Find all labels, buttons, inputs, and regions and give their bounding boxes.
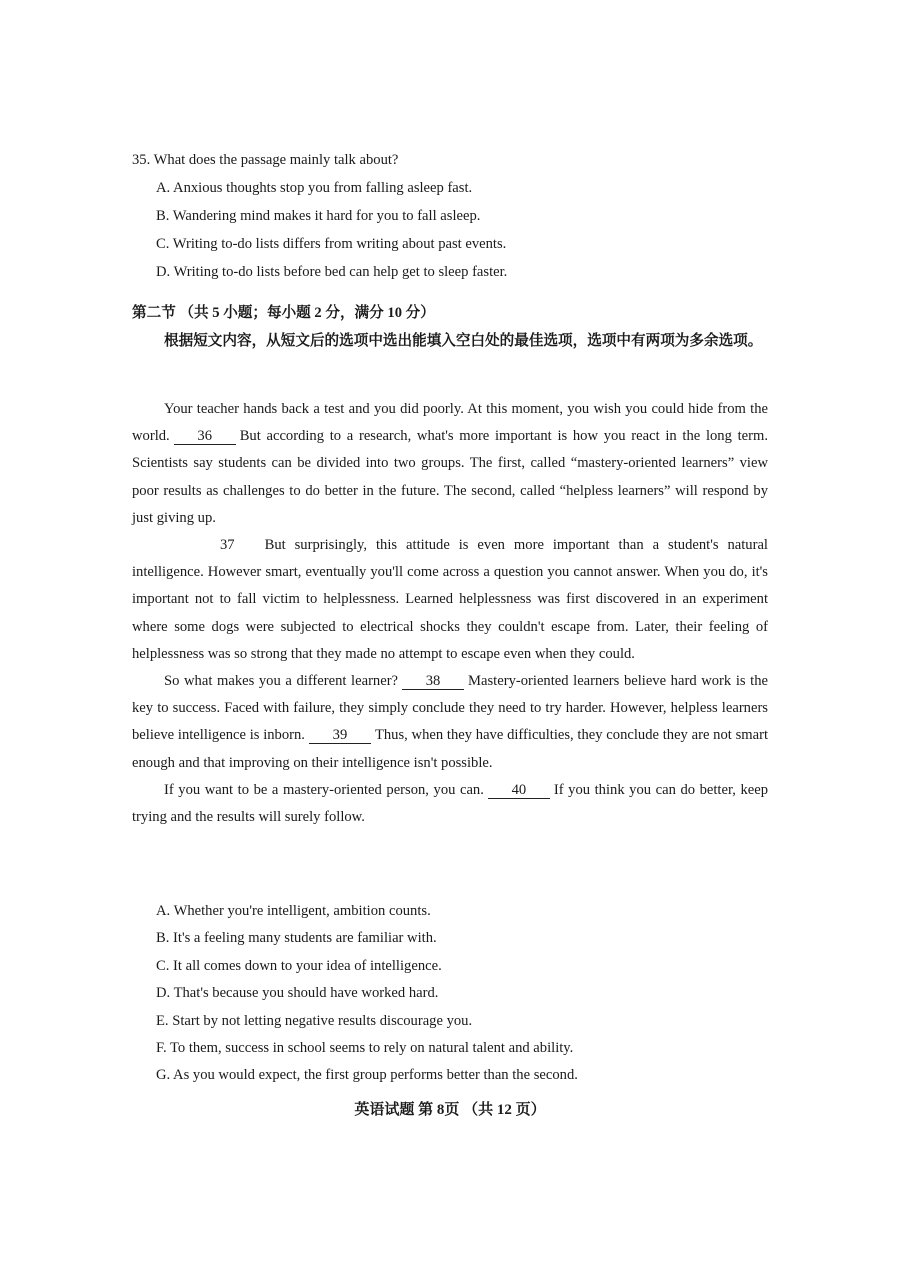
text: Your teacher hands back a test and you did poorly. At this moment, you wish you could hide from the world.: [132, 401, 768, 445]
choice-c: C. It all comes down to your idea of intelligence.: [156, 957, 442, 974]
text: Thus, when they have difficulties, they conclude they are not smart enough and that improving on their intelligence isn't possible.: [132, 727, 768, 771]
section-title: 第二节 （共 5 小题；每小题 2 分，满分 10 分）: [132, 305, 435, 321]
page-footer: 英语试题 第 8页 （共 12 页）: [354, 1102, 546, 1118]
option-d: D. Writing to-do lists before bed can help get to sleep faster.: [156, 264, 508, 280]
paragraph-1: [132, 396, 768, 532]
choice-f: F. To them, success in school seems to rely on natural talent and ability.: [156, 1039, 574, 1056]
text: But according to a research, what's more important is how you react in the long term. Scientists say students can be divided into two groups. The first, called “mastery-oriented learners” view poor results as challenges to do better in the future. The second, called “helpless learners” will respond by just giving up.: [132, 428, 768, 526]
blank-36: 36: [174, 428, 236, 445]
text: But surprisingly, this attitude is even more important than a student's natural intelligence. However smart, eventually you'll come across a question you cannot answer. When you do, it's important not to fall victim to helplessness. Learned helplessness was first discovered in an experiment where some dogs were subjected to electrical shocks they couldn't escape from. Later, their feeling of helplessness was so strong that they made no attempt to escape even when they could.: [132, 537, 768, 662]
choice-d: D. That's because you should have worked hard.: [156, 985, 439, 1002]
paragraph-3: [132, 668, 768, 777]
choice-e: E. Start by not letting negative results discourage you.: [156, 1012, 473, 1029]
paragraph-4: [132, 777, 768, 831]
blank-37: 37: [220, 537, 235, 554]
question-35: [132, 146, 768, 286]
option-b: B. Wandering mind makes it hard for you to fall asleep.: [156, 208, 481, 224]
text: Mastery-oriented learners believe hard work is the key to success. Faced with failure, they simply conclude they need to try harder. However, helpless learners believe intelligence is inborn.: [132, 673, 768, 744]
choices-list: [132, 897, 768, 1089]
choice-a: A. Whether you're intelligent, ambition counts.: [156, 903, 431, 919]
option-c: C. Writing to-do lists differs from writing about past events.: [156, 236, 507, 252]
blank-38: 38: [402, 673, 464, 690]
option-a: A. Anxious thoughts stop you from falling asleep fast.: [156, 180, 473, 196]
text: If you think you can do better, keep trying and the results will surely follow.: [132, 781, 768, 826]
text: If you want to be a mastery-oriented person, you can.: [164, 781, 484, 798]
section-instruction: 根据短文内容，从短文后的选项中选出能填入空白处的最佳选项，选项中有两项为多余选项。: [164, 333, 763, 349]
choice-b: B. It's a feeling many students are familiar with.: [156, 930, 437, 947]
question-stem: 35. What does the passage mainly talk about?: [132, 152, 399, 168]
blank-40: 40: [488, 782, 550, 799]
passage: [132, 396, 768, 831]
section-header: [132, 299, 768, 355]
text: So what makes you a different learner?: [164, 673, 399, 690]
paragraph-2: [132, 532, 768, 668]
blank-39: 39: [309, 727, 371, 744]
choice-g: G. As you would expect, the first group performs better than the second.: [156, 1067, 578, 1084]
